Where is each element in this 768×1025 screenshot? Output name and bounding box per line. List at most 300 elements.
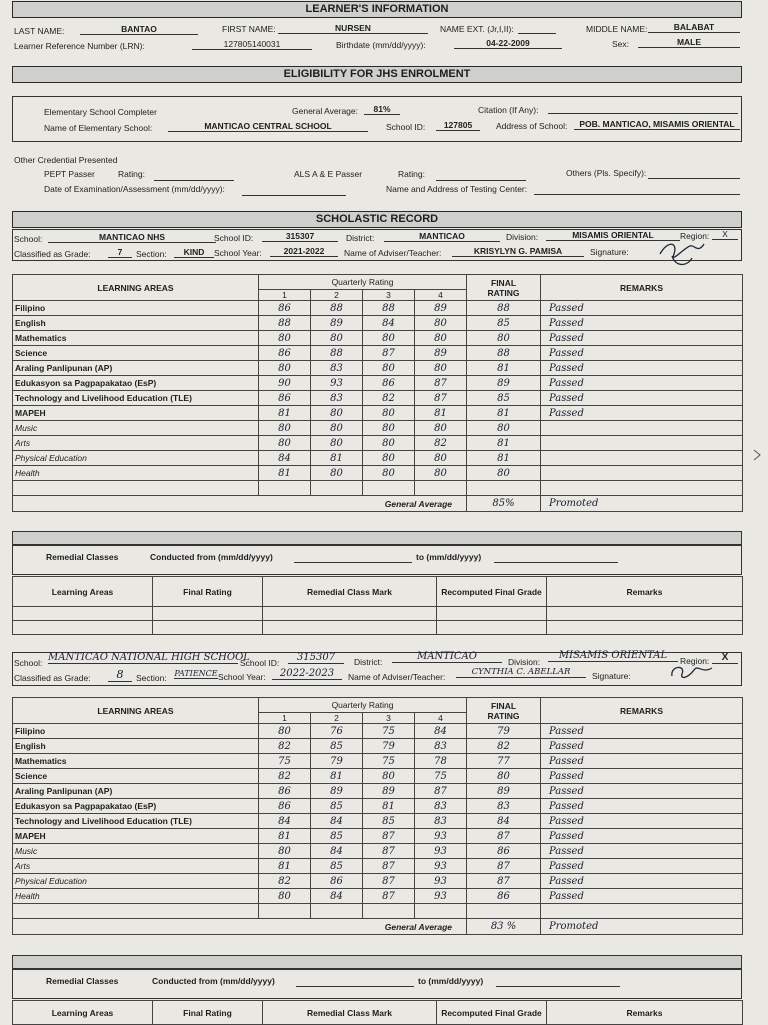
record1-conducted-from-line[interactable]	[294, 562, 412, 563]
remedial-blank-cell	[547, 607, 743, 621]
remarks-value[interactable]	[541, 466, 743, 481]
quarter-4-grade[interactable]: 83	[415, 814, 467, 829]
remarks-value[interactable]: Passed	[541, 391, 743, 406]
final-rating-value[interactable]: 84	[467, 814, 541, 829]
learning-areas-header[interactable]: LEARNING AREAS	[13, 698, 259, 724]
quarter-3-grade[interactable]: 75	[363, 754, 415, 769]
final-rating-value[interactable]: 80	[467, 466, 541, 481]
remarks-value[interactable]: Passed	[541, 859, 743, 874]
general-average-label[interactable]: General Average	[13, 496, 467, 512]
final-rating-value[interactable]: 81	[467, 451, 541, 466]
eligibility-header: ELIGIBILITY FOR JHS ENROLMENT	[12, 66, 742, 83]
quarter-3-grade[interactable]: 87	[363, 874, 415, 889]
general-average-label[interactable]: General Average	[13, 919, 467, 935]
quarter-1-grade[interactable]: 82	[259, 874, 311, 889]
final-rating-value[interactable]: 86	[467, 844, 541, 859]
subject-label: English	[13, 316, 259, 331]
subject-label: Music	[13, 844, 259, 859]
grade-row	[13, 421, 743, 436]
remarks-value[interactable]: Passed	[541, 844, 743, 859]
completer-label: Elementary School Completer	[44, 107, 157, 117]
remarks-value[interactable]: Passed	[541, 784, 743, 799]
remarks-value[interactable]: Passed	[541, 799, 743, 814]
grade-row	[13, 859, 743, 874]
als-rating-label: Rating:	[398, 169, 425, 179]
sex-value[interactable]: MALE	[638, 37, 740, 48]
blank-cell	[415, 904, 467, 919]
grade-row	[13, 436, 743, 451]
remedial-blank-cell	[437, 621, 547, 635]
quarter-3-grade[interactable]: 86	[363, 376, 415, 391]
final-rating-value[interactable]: 81	[467, 361, 541, 376]
final-rating-value[interactable]: 89	[467, 784, 541, 799]
name-ext-value[interactable]	[518, 23, 556, 34]
quarter-2-grade[interactable]: 81	[311, 451, 363, 466]
quarter-2-grade[interactable]: 85	[311, 829, 363, 844]
quarter-2-grade[interactable]: 84	[311, 844, 363, 859]
final-label[interactable]: FINAL	[491, 277, 517, 288]
record1-section-value[interactable]: KIND	[174, 247, 214, 258]
final-rating-value[interactable]: 87	[467, 859, 541, 874]
quarter-1-grade[interactable]: 88	[259, 316, 311, 331]
final-rating-value[interactable]: 87	[467, 829, 541, 844]
blank-cell	[467, 481, 541, 496]
record1-year-value[interactable]: 2021-2022	[270, 246, 338, 257]
remedial-col-header[interactable]: Recomputed Final Grade	[437, 577, 547, 607]
testing-center-line[interactable]	[534, 194, 740, 195]
remedial-blank-cell	[153, 607, 263, 621]
final-rating-value[interactable]: 80	[467, 421, 541, 436]
quarter-2-grade[interactable]: 93	[311, 376, 363, 391]
record2-adviser-label: Name of Adviser/Teacher:	[348, 672, 446, 682]
blank-cell	[259, 904, 311, 919]
remarks-value[interactable]: Passed	[541, 316, 743, 331]
pept-rating-line[interactable]	[154, 180, 234, 181]
quarter-2-grade[interactable]: 83	[311, 361, 363, 376]
grade-row	[13, 346, 743, 361]
remedial-col-header[interactable]: Remedial Class Mark	[263, 577, 437, 607]
record1-signature-scribble	[654, 234, 716, 268]
quarter-3-grade[interactable]: 80	[363, 421, 415, 436]
remedial-blank-cell	[13, 607, 153, 621]
remedial-col-header[interactable]: Learning Areas	[13, 1001, 153, 1025]
quarter-1-grade[interactable]: 75	[259, 754, 311, 769]
quarter-3-grade[interactable]: 75	[363, 724, 415, 739]
blank-cell	[541, 481, 743, 496]
quarter-4-grade[interactable]: 93	[415, 829, 467, 844]
quarter-2-grade[interactable]: 85	[311, 859, 363, 874]
quarter-3-grade[interactable]: 87	[363, 889, 415, 904]
quarter-4-grade[interactable]: 78	[415, 754, 467, 769]
grade-row	[13, 769, 743, 784]
quarter-4-grade[interactable]: 80	[415, 421, 467, 436]
quarter-4-grade[interactable]: 93	[415, 889, 467, 904]
quarter-1-grade[interactable]: 90	[259, 376, 311, 391]
quarter-1-grade[interactable]: 81	[259, 466, 311, 481]
record2-section-value[interactable]: PATIENCE	[174, 669, 218, 678]
blank-cell	[13, 904, 259, 919]
quarter-2-grade[interactable]: 85	[311, 739, 363, 754]
quarter-3-grade[interactable]: 80	[363, 361, 415, 376]
others-label: Others (Pls. Specify):	[566, 168, 647, 178]
quarter-2-grade[interactable]: 79	[311, 754, 363, 769]
citation-label: Citation (If Any):	[478, 105, 539, 115]
middle-name-label: MIDDLE NAME:	[586, 24, 648, 34]
general-average-value[interactable]: 85%	[467, 496, 541, 512]
quarter-1-grade[interactable]: 80	[259, 889, 311, 904]
final-rating-value[interactable]: 80	[467, 769, 541, 784]
record1-signature-label: Signature:	[590, 247, 629, 257]
quarter-2-header[interactable]: 2	[311, 290, 363, 301]
record2-school-id-value[interactable]: 315307	[288, 652, 344, 664]
quarter-4-grade[interactable]: 89	[415, 346, 467, 361]
subject-label: English	[13, 739, 259, 754]
remedial-blank-cell	[263, 621, 437, 635]
final-rating-value[interactable]: 89	[467, 376, 541, 391]
record1-adviser-value[interactable]: KRISYLYN G. PAMISA	[452, 246, 584, 257]
record2-division-label: Division:	[508, 657, 541, 667]
record2-region-value[interactable]: X	[712, 652, 738, 664]
record1-school-id-value[interactable]: 315307	[262, 231, 338, 242]
record2-signature-scribble	[662, 660, 722, 684]
first-name-value[interactable]: NURSEN	[278, 23, 428, 34]
quarter-2-grade[interactable]: 84	[311, 889, 363, 904]
elem-school-id-value[interactable]: 127805	[436, 120, 480, 131]
final-rating-value[interactable]: 85	[467, 316, 541, 331]
general-average-value[interactable]: 83 %	[467, 919, 541, 935]
quarter-2-grade[interactable]: 88	[311, 301, 363, 316]
record1-grade-label: Classified as Grade:	[14, 249, 91, 259]
subject-label: Health	[13, 889, 259, 904]
remarks-value[interactable]: Passed	[541, 769, 743, 784]
record1-school-label: School:	[14, 234, 43, 244]
quarter-3-grade[interactable]: 80	[363, 466, 415, 481]
quarter-1-grade[interactable]: 80	[259, 331, 311, 346]
record2-school-label: School:	[14, 658, 43, 668]
record1-to-line[interactable]	[494, 562, 618, 563]
final-rating-value[interactable]: 87	[467, 874, 541, 889]
record1-school-id-label: School ID:	[214, 233, 254, 243]
record2-district-value[interactable]: MANTICAO	[392, 651, 502, 663]
quarter-4-grade[interactable]: 87	[415, 391, 467, 406]
gen-avg-value[interactable]: 81%	[364, 104, 400, 115]
final-rating-value[interactable]: 88	[467, 346, 541, 361]
quarter-3-grade[interactable]: 89	[363, 784, 415, 799]
quarter-3-grade[interactable]: 87	[363, 844, 415, 859]
name-ext-label: NAME EXT. (Jr,I,II):	[440, 24, 514, 34]
record1-region-value[interactable]: X	[712, 229, 738, 240]
elem-address-value[interactable]: POB. MANTICAO, MISAMIS ORIENTAL	[574, 119, 740, 130]
remarks-value[interactable]: Passed	[541, 724, 743, 739]
record2-region-label: Region:	[680, 656, 710, 666]
quarter-4-grade[interactable]: 87	[415, 376, 467, 391]
quarter-4-grade[interactable]: 80	[415, 331, 467, 346]
grade-row	[13, 844, 743, 859]
blank-cell	[363, 481, 415, 496]
quarter-4-grade[interactable]: 93	[415, 859, 467, 874]
remedial-blank-cell	[13, 621, 153, 635]
quarter-3-grade[interactable]: 81	[363, 799, 415, 814]
als-label: ALS A & E Passer	[294, 169, 363, 179]
record1-year-label: School Year:	[214, 248, 262, 258]
final-rating-value[interactable]: 83	[467, 799, 541, 814]
remarks-header[interactable]: REMARKS	[541, 698, 743, 724]
record1-grade-table	[12, 274, 743, 512]
quarter-3-header[interactable]: 3	[363, 713, 415, 724]
record2-adviser-value[interactable]: CYNTHIA C. ABELLAR	[456, 667, 586, 678]
quarter-4-grade[interactable]: 93	[415, 844, 467, 859]
remedial-col-header[interactable]: Final Rating	[153, 577, 263, 607]
quarter-1-grade[interactable]: 86	[259, 391, 311, 406]
quarter-3-grade[interactable]: 80	[363, 769, 415, 784]
remarks-value[interactable]: Passed	[541, 406, 743, 421]
final-rating-value[interactable]: 82	[467, 739, 541, 754]
quarter-1-grade[interactable]: 82	[259, 769, 311, 784]
quarter-1-grade[interactable]: 86	[259, 301, 311, 316]
record1-district-label: District:	[346, 233, 375, 243]
grade-row	[13, 466, 743, 481]
blank-cell	[259, 481, 311, 496]
quarter-4-grade[interactable]: 87	[415, 784, 467, 799]
grade-row	[13, 391, 743, 406]
quarter-4-grade[interactable]: 80	[415, 466, 467, 481]
blank-cell	[13, 481, 259, 496]
record2-conducted-from-line[interactable]	[296, 986, 414, 987]
scholastic-record-header: SCHOLASTIC RECORD	[12, 211, 742, 228]
rating-label[interactable]: RATING	[487, 287, 520, 298]
blank-cell	[467, 904, 541, 919]
quarter-1-grade[interactable]: 82	[259, 739, 311, 754]
quarter-1-grade[interactable]: 80	[259, 844, 311, 859]
remarks-value[interactable]	[541, 421, 743, 436]
remarks-value[interactable]: Passed	[541, 874, 743, 889]
quarterly-rating-header[interactable]: Quarterly Rating	[259, 275, 467, 290]
quarter-4-grade[interactable]: 82	[415, 436, 467, 451]
final-rating-value[interactable]: 81	[467, 436, 541, 451]
quarter-1-grade[interactable]: 80	[259, 436, 311, 451]
record1-remedial-classes-label: Remedial Classes	[46, 552, 119, 562]
quarter-4-grade[interactable]: 83	[415, 799, 467, 814]
remedial-col-header[interactable]: Final Rating	[153, 1001, 263, 1025]
record1-school-value[interactable]: MANTICAO NHS	[48, 232, 216, 243]
quarter-3-grade[interactable]: 82	[363, 391, 415, 406]
quarter-3-header[interactable]: 3	[363, 290, 415, 301]
blank-cell	[541, 904, 743, 919]
lrn-label: Learner Reference Number (LRN):	[14, 41, 145, 51]
quarter-3-grade[interactable]: 84	[363, 316, 415, 331]
record1-grade-value[interactable]: 7	[108, 247, 132, 258]
quarter-4-grade[interactable]: 80	[415, 361, 467, 376]
grade-row	[13, 724, 743, 739]
record2-to-line[interactable]	[496, 986, 620, 987]
quarter-4-grade[interactable]: 83	[415, 739, 467, 754]
remarks-value[interactable]	[541, 436, 743, 451]
quarter-4-header[interactable]: 4	[415, 290, 467, 301]
learning-areas-header[interactable]: LEARNING AREAS	[13, 275, 259, 301]
quarter-1-grade[interactable]: 80	[259, 421, 311, 436]
quarter-4-grade[interactable]: 93	[415, 874, 467, 889]
record2-grade-value[interactable]: 8	[108, 668, 132, 682]
quarter-3-grade[interactable]: 87	[363, 346, 415, 361]
subject-label: Edukasyon sa Pagpapakatao (EsP)	[13, 799, 259, 814]
record2-division-value[interactable]: MISAMIS ORIENTAL	[548, 650, 678, 662]
quarter-1-grade[interactable]: 84	[259, 451, 311, 466]
remarks-value[interactable]	[541, 451, 743, 466]
final-label[interactable]: FINAL	[491, 700, 517, 711]
grade-row	[13, 739, 743, 754]
final-rating-value[interactable]: 81	[467, 406, 541, 421]
quarter-3-grade[interactable]: 80	[363, 331, 415, 346]
page-fold-mark	[752, 448, 762, 462]
record2-remedial-bar	[12, 955, 742, 969]
quarter-2-grade[interactable]: 86	[311, 874, 363, 889]
subject-label: Filipino	[13, 301, 259, 316]
remedial-col-header[interactable]: Remarks	[547, 577, 743, 607]
remedial-col-header[interactable]: Recomputed Final Grade	[437, 1001, 547, 1025]
testing-center-label: Name and Address of Testing Center:	[386, 184, 528, 194]
quarter-4-header[interactable]: 4	[415, 713, 467, 724]
quarter-3-grade[interactable]: 87	[363, 829, 415, 844]
subject-label: Music	[13, 421, 259, 436]
elem-school-value[interactable]: MANTICAO CENTRAL SCHOOL	[168, 121, 368, 132]
quarter-2-grade[interactable]: 88	[311, 346, 363, 361]
quarter-1-grade[interactable]: 86	[259, 784, 311, 799]
remarks-value[interactable]: Passed	[541, 889, 743, 904]
rating-label[interactable]: RATING	[487, 710, 520, 721]
remedial-col-header[interactable]: Remarks	[547, 1001, 743, 1025]
remedial-col-header[interactable]: Learning Areas	[13, 577, 153, 607]
quarter-4-grade[interactable]: 75	[415, 769, 467, 784]
final-rating-value[interactable]: 85	[467, 391, 541, 406]
final-rating-value[interactable]: 88	[467, 301, 541, 316]
record2-grade-label: Classified as Grade:	[14, 673, 91, 683]
remarks-value[interactable]: Passed	[541, 814, 743, 829]
quarter-1-grade[interactable]: 84	[259, 814, 311, 829]
remarks-value[interactable]: Passed	[541, 301, 743, 316]
quarter-2-grade[interactable]: 81	[311, 769, 363, 784]
exam-date-line[interactable]	[242, 195, 346, 196]
quarter-3-grade[interactable]: 79	[363, 739, 415, 754]
quarter-2-grade[interactable]: 80	[311, 331, 363, 346]
blank-cell	[311, 481, 363, 496]
subject-label: Technology and Livelihood Education (TLE)	[13, 814, 259, 829]
record2-school-value[interactable]: MANTICAO NATIONAL HIGH SCHOOL	[48, 652, 250, 663]
quarter-2-grade[interactable]: 89	[311, 316, 363, 331]
record2-year-value[interactable]: 2022-2023	[272, 668, 342, 680]
subject-label: MAPEH	[13, 829, 259, 844]
record1-division-value[interactable]: MISAMIS ORIENTAL	[546, 230, 680, 241]
remarks-value[interactable]: Passed	[541, 829, 743, 844]
quarter-1-grade[interactable]: 81	[259, 859, 311, 874]
remarks-value[interactable]: Passed	[541, 739, 743, 754]
remarks-header[interactable]: REMARKS	[541, 275, 743, 301]
quarter-3-grade[interactable]: 80	[363, 451, 415, 466]
quarter-2-grade[interactable]: 76	[311, 724, 363, 739]
subject-label: Mathematics	[13, 331, 259, 346]
remedial-col-header[interactable]: Remedial Class Mark	[263, 1001, 437, 1025]
als-rating-line[interactable]	[436, 180, 526, 181]
remarks-value[interactable]: Passed	[541, 361, 743, 376]
quarter-3-grade[interactable]: 88	[363, 301, 415, 316]
quarter-1-grade[interactable]: 80	[259, 361, 311, 376]
grade-row	[13, 874, 743, 889]
quarter-2-grade[interactable]: 89	[311, 784, 363, 799]
quarter-1-grade[interactable]: 80	[259, 724, 311, 739]
record1-district-value[interactable]: MANTICAO	[384, 231, 500, 242]
remarks-value[interactable]: Passed	[541, 376, 743, 391]
subject-label: Mathematics	[13, 754, 259, 769]
others-line[interactable]	[648, 178, 740, 179]
subject-label: Science	[13, 769, 259, 784]
quarter-4-grade[interactable]: 81	[415, 406, 467, 421]
lrn-value[interactable]: 127805140031	[192, 39, 312, 50]
birthdate-value[interactable]: 04-22-2009	[454, 38, 562, 49]
elem-school-label: Name of Elementary School:	[44, 123, 153, 133]
sex-label: Sex:	[612, 39, 630, 49]
quarter-2-grade[interactable]: 80	[311, 406, 363, 421]
quarter-2-grade[interactable]: 80	[311, 436, 363, 451]
subject-label: Physical Education	[13, 874, 259, 889]
quarter-3-grade[interactable]: 85	[363, 814, 415, 829]
quarter-4-grade[interactable]: 84	[415, 724, 467, 739]
record2-remedial-box	[12, 969, 742, 999]
quarter-1-header[interactable]: 1	[259, 713, 311, 724]
remarks-value[interactable]: Passed	[541, 754, 743, 769]
quarter-2-grade[interactable]: 80	[311, 466, 363, 481]
final-rating-value[interactable]: 77	[467, 754, 541, 769]
quarter-4-grade[interactable]: 80	[415, 316, 467, 331]
quarter-2-grade[interactable]: 80	[311, 421, 363, 436]
birthdate-label: Birthdate (mm/dd/yyyy):	[336, 40, 426, 50]
quarter-4-grade[interactable]: 89	[415, 301, 467, 316]
final-rating-value[interactable]: 79	[467, 724, 541, 739]
other-credential-label: Other Credential Presented	[14, 155, 118, 165]
final-rating-value[interactable]: 80	[467, 331, 541, 346]
remarks-value[interactable]: Passed	[541, 346, 743, 361]
middle-name-value[interactable]: BALABAT	[648, 22, 740, 33]
last-name-value[interactable]: BANTAO	[80, 24, 198, 35]
quarter-1-grade[interactable]: 81	[259, 406, 311, 421]
blank-cell	[363, 904, 415, 919]
quarter-2-header[interactable]: 2	[311, 713, 363, 724]
quarter-3-grade[interactable]: 80	[363, 436, 415, 451]
quarter-1-grade[interactable]: 81	[259, 829, 311, 844]
quarter-1-grade[interactable]: 86	[259, 799, 311, 814]
record1-division-label: Division:	[506, 232, 539, 242]
quarter-3-grade[interactable]: 87	[363, 859, 415, 874]
quarter-2-grade[interactable]: 84	[311, 814, 363, 829]
general-average-remark[interactable]: Promoted	[541, 496, 743, 512]
quarter-3-grade[interactable]: 80	[363, 406, 415, 421]
citation-value[interactable]	[548, 103, 738, 114]
final-rating-value[interactable]: 86	[467, 889, 541, 904]
quarter-1-header[interactable]: 1	[259, 290, 311, 301]
remedial-blank-cell	[263, 607, 437, 621]
record1-region-label: Region:	[680, 231, 710, 241]
permanent-record-page	[8, 0, 744, 1024]
grade-row	[13, 889, 743, 904]
elem-address-label: Address of School:	[496, 121, 568, 131]
quarter-2-grade[interactable]: 83	[311, 391, 363, 406]
quarter-4-grade[interactable]: 80	[415, 451, 467, 466]
record1-adviser-label: Name of Adviser/Teacher:	[344, 248, 442, 258]
remarks-value[interactable]: Passed	[541, 331, 743, 346]
quarter-2-grade[interactable]: 85	[311, 799, 363, 814]
quarter-1-grade[interactable]: 86	[259, 346, 311, 361]
exam-date-label: Date of Examination/Assessment (mm/dd/yyyy):	[44, 184, 225, 194]
quarterly-rating-header[interactable]: Quarterly Rating	[259, 698, 467, 713]
general-average-remark[interactable]: Promoted	[541, 919, 743, 935]
